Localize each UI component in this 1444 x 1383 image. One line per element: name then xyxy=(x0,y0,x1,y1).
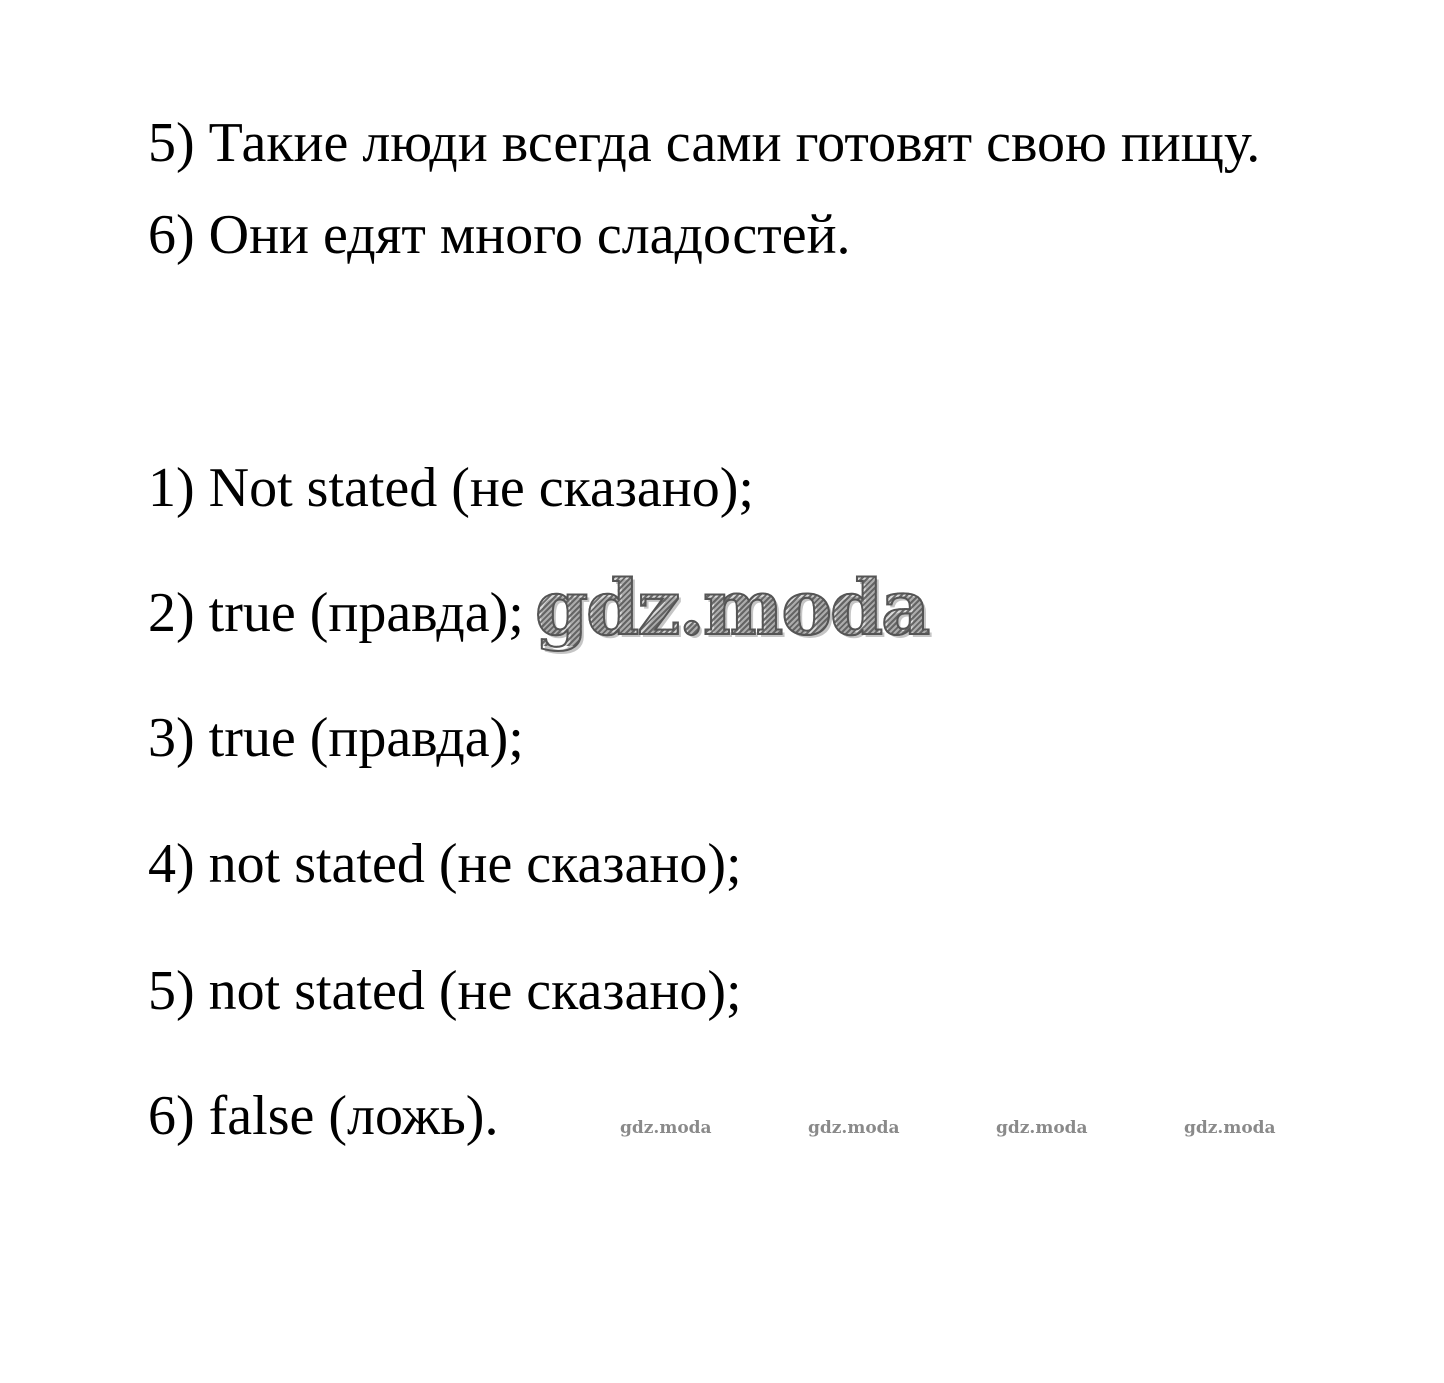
watermark-small: gdz.moda xyxy=(808,1118,900,1138)
question-line-6: 6) Они едят много сладостей. xyxy=(148,204,851,266)
answer-line-6: 6) false (ложь). xyxy=(148,1085,499,1147)
answer-line-3: 3) true (правда); xyxy=(148,707,524,769)
watermark-small: gdz.moda xyxy=(996,1118,1088,1138)
answer-line-5: 5) not stated (не сказано); xyxy=(148,960,742,1022)
answer-line-2: 2) true (правда); xyxy=(148,582,524,644)
answer-line-4: 4) not stated (не сказано); xyxy=(148,833,742,895)
question-line-5: 5) Такие люди всегда сами готовят свою пищу. xyxy=(148,112,1261,174)
watermark-small: gdz.moda xyxy=(620,1118,712,1138)
watermark-small: gdz.moda xyxy=(1184,1118,1276,1138)
answer-line-1: 1) Not stated (не сказано); xyxy=(148,457,754,519)
watermark-large: gdz.moda xyxy=(535,563,929,652)
